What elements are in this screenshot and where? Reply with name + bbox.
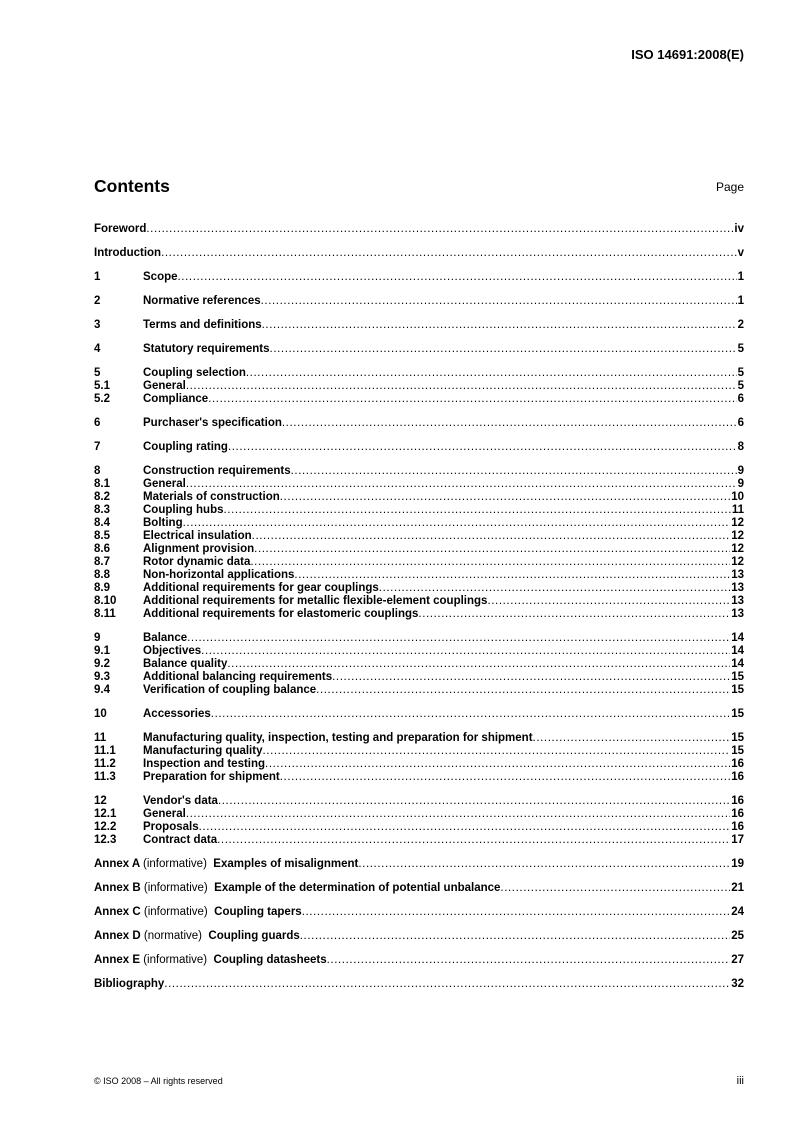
standard-identifier: ISO 14691:2008(E) (631, 47, 744, 62)
toc-entry[interactable] (94, 595, 744, 608)
annex-letter: Annex B (94, 882, 141, 894)
toc-entry-number: 12.2 (94, 821, 117, 833)
toc-entry-title: Additional requirements for elastomeric couplings (143, 608, 419, 620)
toc-entry-title: Coupling hubs (143, 504, 224, 516)
toc-page-number: 25 (731, 930, 744, 942)
toc-entry-number: 8.3 (94, 504, 110, 516)
toc-entry[interactable] (94, 658, 744, 671)
toc-entry-number: 9.4 (94, 684, 110, 696)
toc-page-number: 27 (731, 954, 744, 966)
leader-dots (418, 608, 730, 621)
toc-page-number: 9 (737, 465, 744, 477)
toc-entry-number: 8.11 (94, 608, 116, 620)
table-of-contents (94, 223, 744, 991)
toc-entry-title: Normative references (143, 295, 261, 307)
toc-entry-title: Additional requirements for metallic flexible-element couplings (143, 595, 488, 607)
toc-page-number: 13 (731, 595, 744, 607)
annex-title: Coupling datasheets (213, 954, 327, 966)
leader-dots (300, 930, 730, 943)
annex-title: Coupling guards (208, 930, 300, 942)
toc-entry-number: 8.4 (94, 517, 110, 529)
toc-entry[interactable] (94, 582, 744, 595)
toc-entry-title: Construction requirements (143, 465, 291, 477)
toc-entry-number: 9.3 (94, 671, 110, 683)
toc-entry-number: 8.6 (94, 543, 110, 555)
toc-entry-title: Objectives (143, 645, 202, 657)
leader-dots (358, 858, 730, 871)
toc-entry-number: 8.9 (94, 582, 110, 594)
toc-entry-title: Bibliography (94, 978, 165, 990)
toc-page-number: 12 (731, 530, 744, 542)
toc-entry-number: 11.2 (94, 758, 116, 770)
toc-page-number: 15 (731, 684, 744, 696)
toc-entry[interactable] (94, 732, 744, 745)
leader-dots (262, 319, 737, 332)
toc-entry-number: 10 (94, 708, 107, 720)
leader-dots (186, 808, 730, 821)
toc-page-number: 15 (731, 745, 744, 757)
toc-entry-number: 8 (94, 465, 101, 477)
toc-entry-title: Non-horizontal applications (143, 569, 295, 581)
toc-page-number: 1 (737, 295, 744, 307)
contents-heading: Contents (94, 176, 170, 196)
toc-entry-title: Scope (143, 271, 178, 283)
leader-dots (161, 247, 737, 260)
annex-title: Example of the determination of potential unbalance (214, 882, 501, 894)
toc-entry-number: 7 (94, 441, 101, 453)
toc-page-number: iv (734, 223, 744, 235)
copyright-notice: © ISO 2008 – All rights reserved (94, 1076, 223, 1086)
toc-page-number: 13 (731, 569, 744, 581)
toc-page-number: 19 (731, 858, 744, 870)
toc-entry[interactable] (94, 745, 744, 758)
toc-entry[interactable] (94, 708, 744, 721)
toc-entry-title: Contract data (143, 834, 218, 846)
toc-annex-entry[interactable] (94, 882, 744, 895)
toc-annex-entry[interactable] (94, 930, 744, 943)
leader-dots (302, 906, 731, 919)
toc-entry[interactable] (94, 569, 744, 582)
leader-dots (294, 569, 730, 582)
toc-entry-number: 9 (94, 632, 101, 644)
toc-entry[interactable] (94, 821, 744, 834)
toc-entry-number: 12 (94, 795, 107, 807)
toc-entry-title (94, 858, 358, 871)
toc-entry-title: Additional requirements for gear couplings (143, 582, 379, 594)
toc-entry-title: Statutory requirements (143, 343, 270, 355)
leader-dots (261, 295, 737, 308)
leader-dots (218, 795, 730, 808)
leader-dots (533, 732, 731, 745)
toc-entry[interactable] (94, 771, 744, 784)
toc-page-number: 15 (731, 708, 744, 720)
toc-entry-title: Accessories (143, 708, 211, 720)
toc-page-number: 21 (731, 882, 744, 894)
toc-page-number: 16 (731, 771, 744, 783)
toc-page-number: 12 (731, 543, 744, 555)
toc-entry-number: 11.3 (94, 771, 116, 783)
toc-entry-number: 8.8 (94, 569, 110, 581)
toc-page-number: 14 (731, 645, 744, 657)
leader-dots (146, 223, 733, 236)
leader-dots (199, 821, 731, 834)
toc-entry-title: Manufacturing quality, inspection, testing and preparation for shipment (143, 732, 533, 744)
toc-entry-title: Proposals (143, 821, 199, 833)
toc-page-number: 16 (731, 808, 744, 820)
toc-entry[interactable] (94, 517, 744, 530)
toc-entry[interactable] (94, 380, 744, 393)
toc-entry-title: Coupling selection (143, 367, 246, 379)
toc-page-number: 5 (737, 380, 744, 392)
toc-entry-title: Coupling rating (143, 441, 228, 453)
toc-entry-title: Vendor's data (143, 795, 218, 807)
toc-entry-number: 8.7 (94, 556, 110, 568)
leader-dots (227, 658, 730, 671)
toc-entry-number: 6 (94, 417, 101, 429)
toc-entry-number: 12.3 (94, 834, 117, 846)
leader-dots (270, 343, 737, 356)
toc-entry-title (94, 906, 302, 919)
toc-entry[interactable] (94, 491, 744, 504)
leader-dots (291, 465, 737, 478)
annex-letter: Annex A (94, 858, 140, 870)
toc-entry[interactable] (94, 504, 744, 517)
toc-entry[interactable] (94, 530, 744, 543)
annex-letter: Annex D (94, 930, 141, 942)
toc-entry[interactable] (94, 417, 744, 430)
leader-dots (164, 978, 730, 991)
toc-entry-number: 8.1 (94, 478, 110, 490)
toc-entry-title: Alignment provision (143, 543, 255, 555)
toc-page-number: 14 (731, 632, 744, 644)
leader-dots (327, 954, 731, 967)
toc-entry[interactable] (94, 632, 744, 645)
toc-entry[interactable] (94, 808, 744, 821)
toc-entry-number: 9.1 (94, 645, 110, 657)
toc-entry[interactable] (94, 465, 744, 478)
toc-page-number: 9 (737, 478, 744, 490)
toc-entry-number: 5.2 (94, 393, 110, 405)
toc-entry[interactable] (94, 543, 744, 556)
annex-title: Examples of misalignment (213, 858, 359, 870)
leader-dots (250, 556, 730, 569)
toc-entry-number: 5.1 (94, 380, 110, 392)
annex-type: (informative) (143, 954, 208, 966)
toc-entry-number: 2 (94, 295, 101, 307)
toc-page-number: 16 (731, 821, 744, 833)
toc-entry-title: Terms and definitions (143, 319, 262, 331)
leader-dots (280, 491, 730, 504)
toc-entry-title: Rotor dynamic data (143, 556, 251, 568)
toc-page-number: 17 (731, 834, 744, 846)
toc-entry-title: Balance quality (143, 658, 228, 670)
leader-dots (223, 504, 730, 517)
toc-entry-title: Compliance (143, 393, 209, 405)
leader-dots (262, 745, 730, 758)
toc-page-number: 2 (737, 319, 744, 331)
toc-front-entry[interactable] (94, 978, 744, 991)
toc-entry-number: 8.10 (94, 595, 117, 607)
annex-type: (informative) (143, 906, 208, 918)
annex-type: (informative) (143, 858, 207, 870)
toc-page-number: 15 (731, 671, 744, 683)
toc-page-number: 6 (737, 393, 744, 405)
toc-entry-number: 5 (94, 367, 101, 379)
toc-page-number: 12 (731, 556, 744, 568)
leader-dots (217, 834, 730, 847)
toc-page-number: 16 (731, 758, 744, 770)
toc-entry-number: 9.2 (94, 658, 110, 670)
leader-dots (500, 882, 730, 895)
leader-dots (316, 684, 730, 697)
leader-dots (186, 478, 737, 491)
toc-entry-title: General (143, 380, 186, 392)
leader-dots (379, 582, 730, 595)
leader-dots (487, 595, 730, 608)
toc-entry-title: Introduction (94, 247, 162, 259)
leader-dots (228, 441, 737, 454)
toc-entry-title: Bolting (143, 517, 183, 529)
toc-page-number: v (737, 247, 744, 259)
toc-entry-title: Materials of construction (143, 491, 280, 503)
toc-front-entry[interactable] (94, 223, 744, 236)
toc-entry[interactable] (94, 671, 744, 684)
toc-page-number: 24 (731, 906, 744, 918)
leader-dots (178, 271, 737, 284)
toc-entry-number: 8.5 (94, 530, 110, 542)
toc-entry-title (94, 954, 327, 967)
toc-page-number: 14 (731, 658, 744, 670)
toc-entry-number: 8.2 (94, 491, 110, 503)
leader-dots (332, 671, 730, 684)
toc-entry-title (94, 930, 300, 943)
annex-letter: Annex C (94, 906, 141, 918)
toc-entry-title: Foreword (94, 223, 147, 235)
leader-dots (208, 393, 736, 406)
page-column-label: Page (715, 180, 744, 194)
toc-page-number: 32 (731, 978, 744, 990)
toc-entry-title: Balance (143, 632, 188, 644)
annex-letter: Annex E (94, 954, 141, 966)
toc-entry-number: 4 (94, 343, 101, 355)
toc-page-number: 13 (731, 608, 744, 620)
leader-dots (252, 530, 731, 543)
toc-page-number: 5 (737, 343, 744, 355)
page-number: iii (736, 1075, 744, 1087)
toc-entry-number: 11 (94, 732, 107, 744)
annex-type: (informative) (143, 882, 208, 894)
toc-entry-title: Additional balancing requirements (143, 671, 333, 683)
toc-entry[interactable] (94, 608, 744, 621)
toc-entry-title: Electrical insulation (143, 530, 252, 542)
toc-page-number: 10 (731, 491, 744, 503)
leader-dots (201, 645, 730, 658)
toc-entry[interactable] (94, 271, 744, 284)
toc-entry-title: Purchaser's specification (143, 417, 282, 429)
toc-entry[interactable] (94, 758, 744, 771)
toc-entry-title: Verification of coupling balance (143, 684, 317, 696)
toc-entry-title: Manufacturing quality (143, 745, 263, 757)
toc-entry-title (94, 882, 500, 895)
annex-type: (normative) (143, 930, 203, 942)
toc-entry-number: 11.1 (94, 745, 116, 757)
toc-entry-number: 3 (94, 319, 101, 331)
toc-entry-title: General (143, 478, 186, 490)
leader-dots (246, 367, 737, 380)
toc-page-number: 1 (737, 271, 744, 283)
leader-dots (187, 632, 730, 645)
leader-dots (282, 417, 737, 430)
toc-entry-title: General (143, 808, 186, 820)
toc-annex-entry[interactable] (94, 906, 744, 919)
toc-page-number: 16 (731, 795, 744, 807)
toc-entry[interactable] (94, 556, 744, 569)
leader-dots (183, 517, 731, 530)
toc-annex-entry[interactable] (94, 858, 744, 871)
toc-page-number: 12 (731, 517, 744, 529)
toc-entry[interactable] (94, 478, 744, 491)
toc-front-entry[interactable] (94, 247, 744, 260)
toc-entry-number: 1 (94, 271, 101, 283)
toc-entry-title: Inspection and testing (143, 758, 266, 770)
toc-entry-title: Preparation for shipment (143, 771, 280, 783)
toc-entry[interactable] (94, 367, 744, 380)
annex-title: Coupling tapers (214, 906, 302, 918)
toc-entry[interactable] (94, 645, 744, 658)
toc-entry-number: 12.1 (94, 808, 117, 820)
leader-dots (254, 543, 730, 556)
toc-entry[interactable] (94, 319, 744, 332)
toc-page-number: 13 (731, 582, 744, 594)
toc-entry[interactable] (94, 393, 744, 406)
toc-entry[interactable] (94, 684, 744, 697)
toc-page-number: 8 (737, 441, 744, 453)
toc-entry[interactable] (94, 834, 744, 847)
toc-page-number: 11 (731, 504, 744, 516)
toc-page-number: 6 (737, 417, 744, 429)
toc-annex-entry[interactable] (94, 954, 744, 967)
leader-dots (265, 758, 730, 771)
toc-entry[interactable] (94, 795, 744, 808)
toc-page-number: 15 (731, 732, 744, 744)
leader-dots (211, 708, 730, 721)
leader-dots (186, 380, 737, 393)
toc-page-number: 5 (737, 367, 744, 379)
leader-dots (280, 771, 730, 784)
toc-entry[interactable] (94, 441, 744, 454)
toc-entry[interactable] (94, 295, 744, 308)
toc-entry[interactable] (94, 343, 744, 356)
